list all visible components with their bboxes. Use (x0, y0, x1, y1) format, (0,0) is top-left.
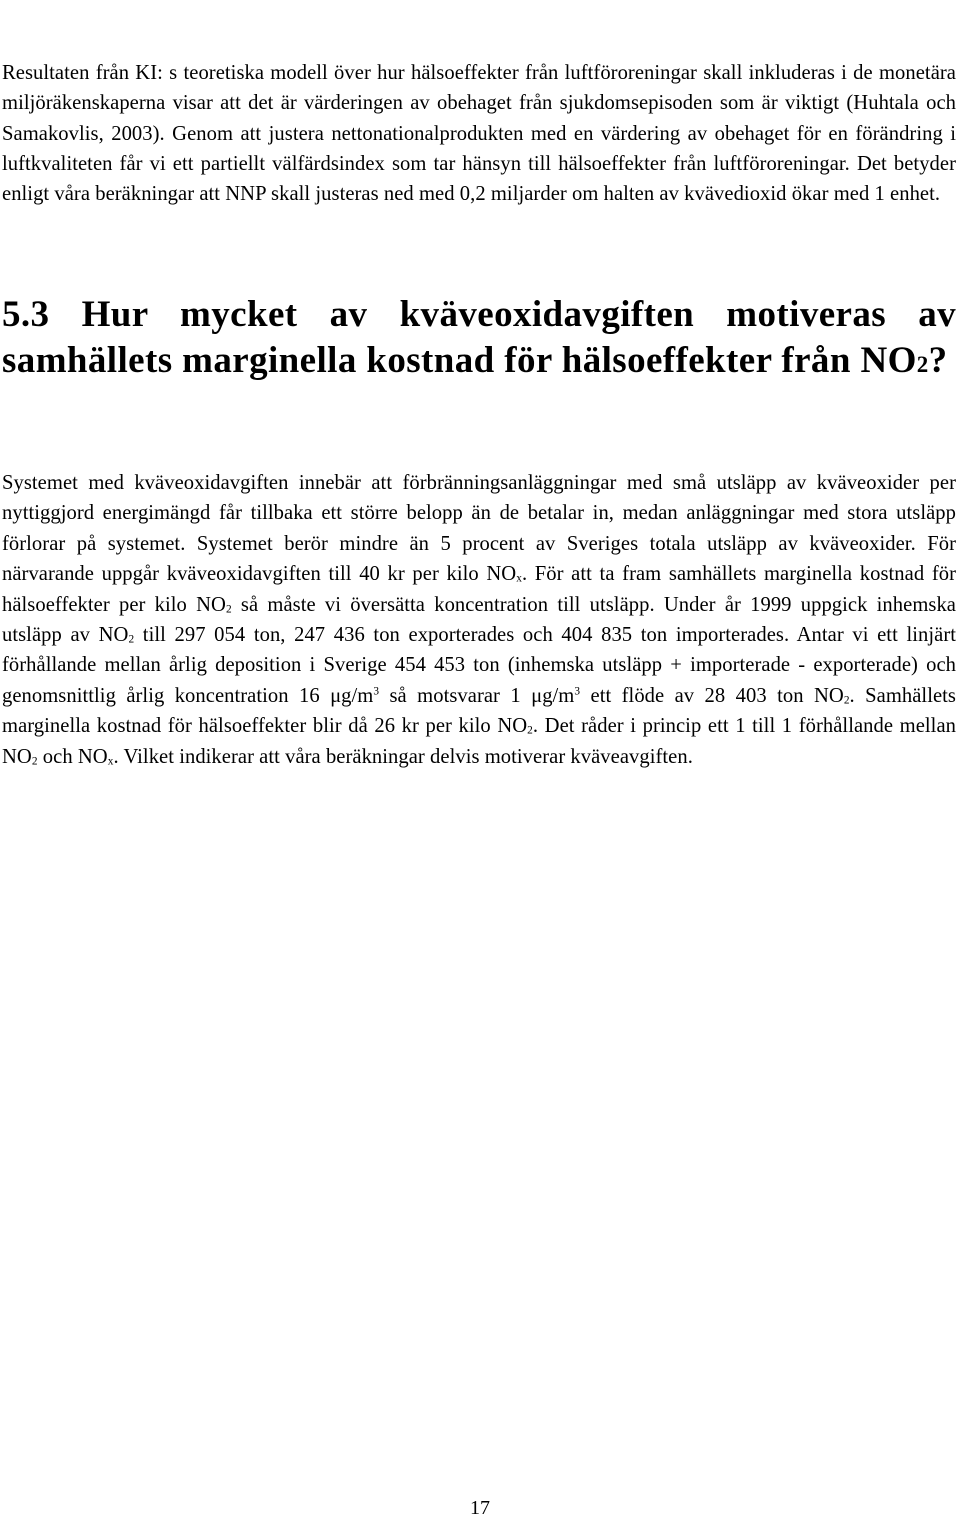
page-number: 17 (470, 1497, 490, 1519)
body-text-segment: och NO (37, 745, 108, 768)
body-text-segment: Systemet med kväveoxidavgiften innebär att förbränningsanläggningar med små utsläpp av kväveoxider per nyttiggjord energimängd får tillbaka ett större belopp än de betalar in, medan anläggningar med stora utsläpp förlorar på systemet. Systemet berör mindre än 5 procent av Sveriges totala utsläpp av kväveoxider. För närvarande uppgår kväveoxidavgiften till 40 kr per kilo NO (2, 472, 956, 586)
subscript: x (516, 572, 522, 585)
body-text-segment: . För att ta fram samhällets marginella kostnad för hälsoeffekter per kilo NO (2, 563, 956, 616)
section-heading-subscript: 2 (916, 352, 929, 377)
superscript: 3 (574, 685, 581, 698)
superscript: 3 (373, 685, 380, 698)
body-text-segment: . Vilket indikerar att våra beräkningar delvis motiverar kväveavgiften. (113, 745, 693, 768)
subscript: 2 (128, 633, 135, 646)
subscript: x (107, 755, 114, 768)
subscript: 2 (31, 755, 38, 768)
section-heading-suffix: ? (928, 340, 948, 381)
subscript: 2 (843, 694, 850, 707)
body-text-segment: . Samhällets marginella kostnad för hälsoeffekter blir då 26 kr per kilo NO (2, 684, 957, 738)
subscript: 2 (225, 603, 232, 616)
body-text-segment: så motsvarar 1 μg/m (379, 684, 575, 707)
subscript: 2 (527, 724, 533, 737)
section-heading (2, 292, 956, 384)
section-heading-text: 5.3 Hur mycket av kväveoxidavgiften motiveras av samhällets marginella kostnad för hälsoeffekter från NO (2, 294, 956, 381)
body-paragraph (2, 468, 956, 772)
body-text-segment: . Det råder i princip ett 1 till 1 förhållande mellan NO (2, 715, 956, 768)
body-text-segment: ett flöde av 28 403 ton NO (580, 684, 844, 707)
body-text-segment: till 297 054 ton, 247 436 ton exporterades och 404 835 ton importerades. Antar vi ett linjärt förhållande mellan årlig deposition i Sverige 454 453 ton (inhemska utsläpp + importerade - exporterade) och genomsnittlig årlig koncentration 16 μg/m (2, 624, 957, 707)
intro-paragraph: Resultaten från KI: s teoretiska modell över hur hälsoeffekter från luftföroreningar skall inkluderas i de monetära miljöräkenskaperna visar att det är värderingen av obehaget från sjukdomsepisoden som är viktigt (Huhtala och Samakovlis, 2003). Genom att justera nettonationalprodukten med en värdering av obehaget för en förändring i luftkvaliteten får vi ett partiellt välfärdsindex som tar hänsyn till hälsoeffekter från luftföroreningar. Det betyder enligt våra beräkningar att NNP skall justeras ned med 0,2 miljarder om halten av kvävedioxid ökar med 1 enhet. (2, 62, 956, 206)
body-text-segment: så måste vi översätta koncentration till utsläpp. Under år 1999 uppgick inhemska utsläpp av NO (2, 593, 956, 647)
